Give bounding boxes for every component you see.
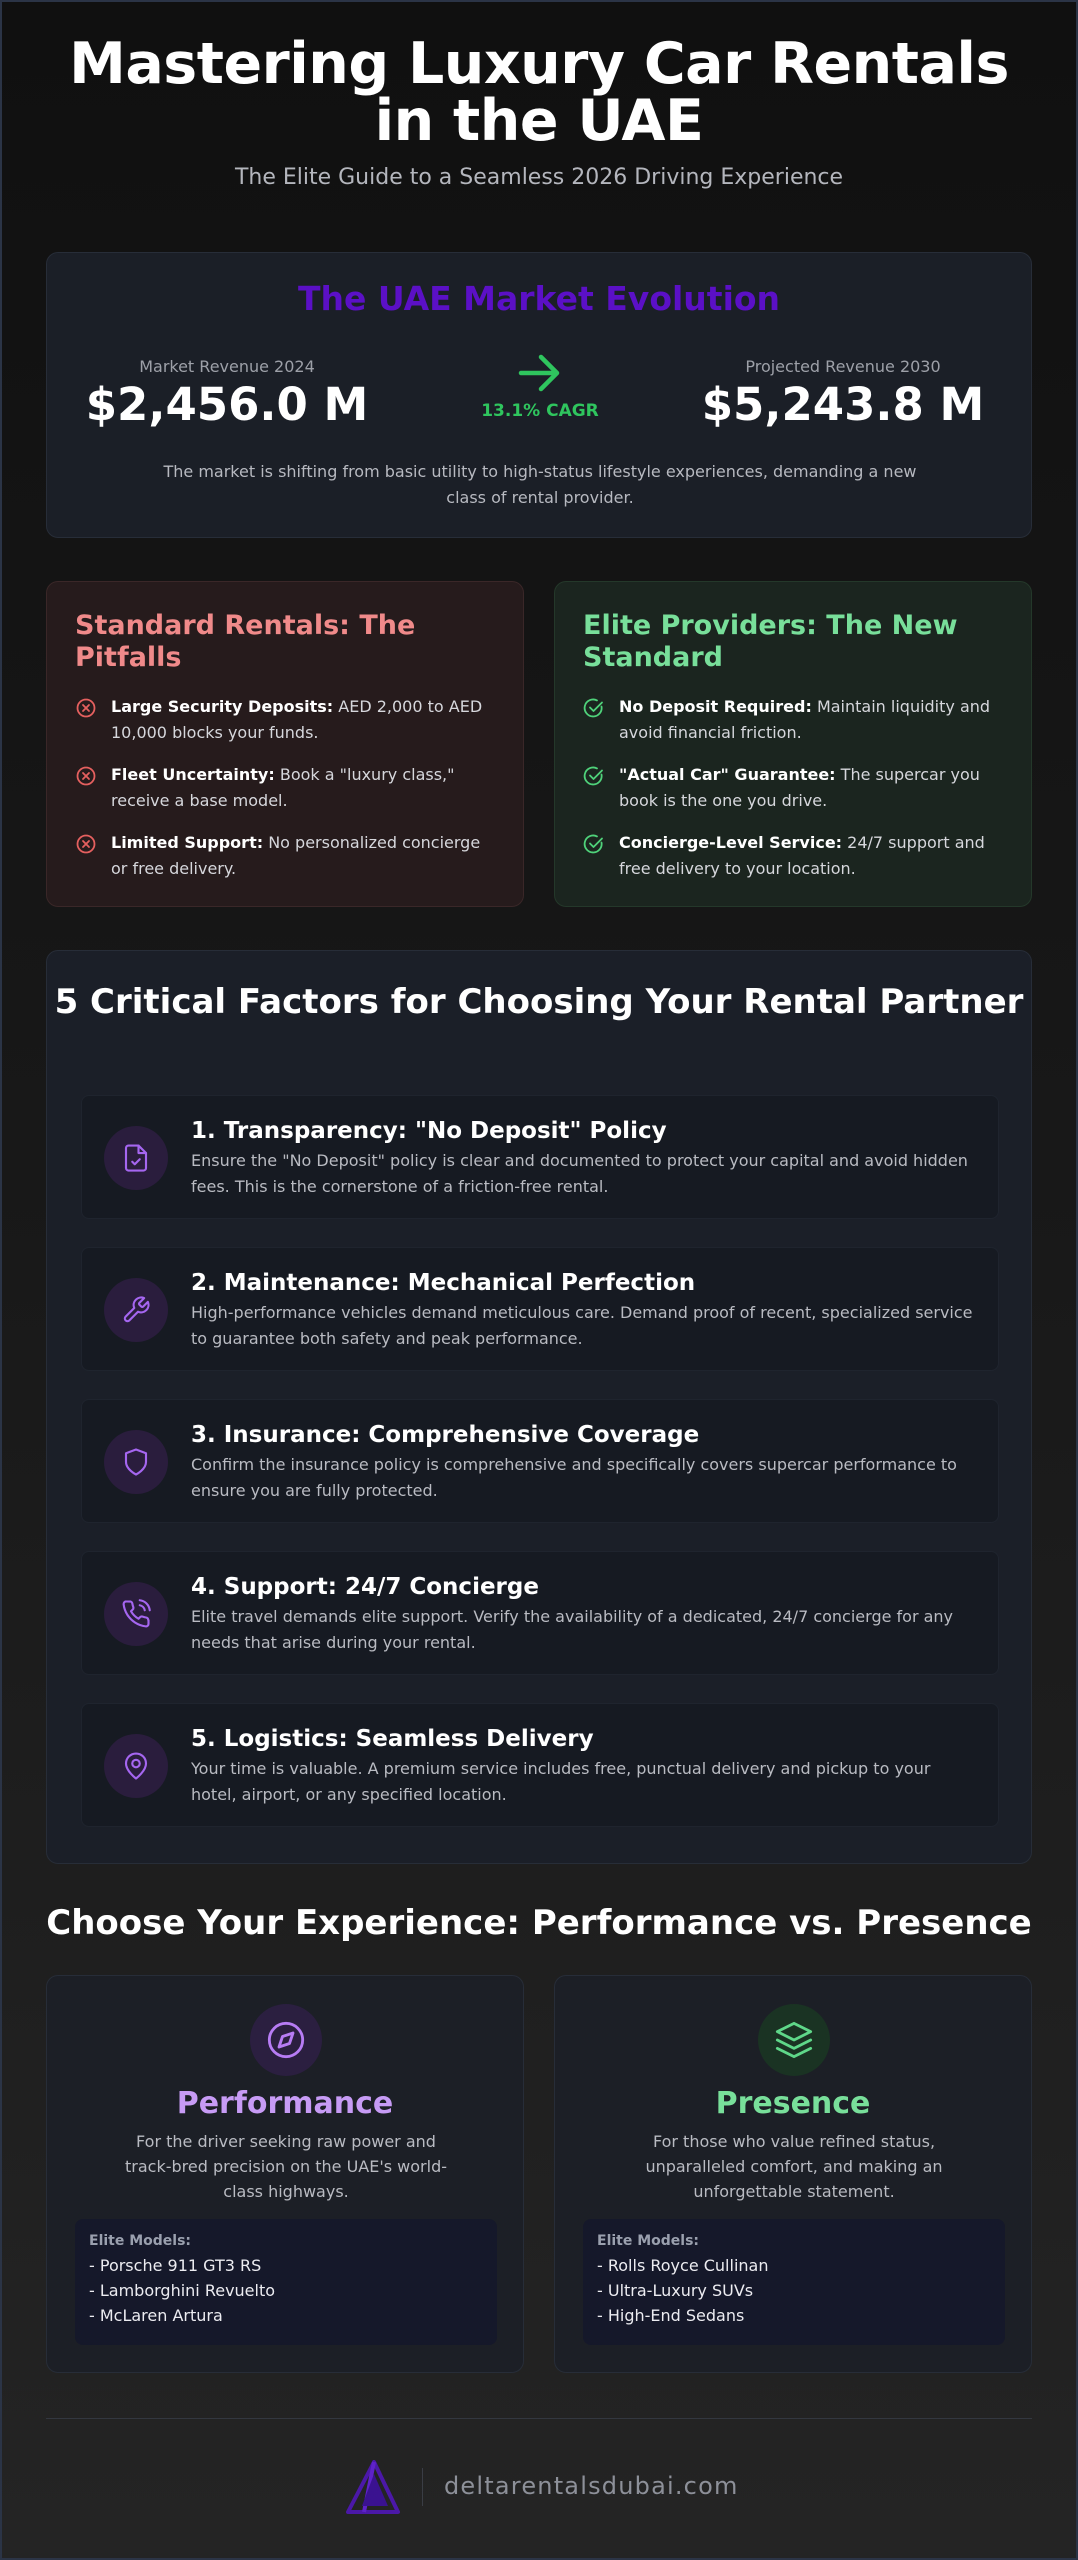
model-item: - Rolls Royce Cullinan bbox=[597, 2256, 769, 2275]
growth-indicator bbox=[460, 353, 620, 421]
revenue-2030-label: Projected Revenue 2030 bbox=[745, 357, 941, 376]
footer-divider bbox=[46, 2418, 1032, 2419]
choose-experience-title: Choose Your Experience: Performance vs. Presence bbox=[46, 1903, 1032, 1943]
page-subtitle: The Elite Guide to a Seamless 2026 Driving Experience bbox=[234, 165, 844, 190]
model-item: - High-End Sedans bbox=[597, 2306, 745, 2325]
wrench-icon bbox=[121, 1295, 151, 1325]
benefits-list bbox=[583, 694, 1003, 882]
factor-item-transparency bbox=[81, 1095, 999, 1219]
benefit-label: No Deposit Required: bbox=[619, 697, 812, 716]
x-circle-icon bbox=[75, 833, 97, 855]
factor-title: 5. Logistics: Seamless Delivery bbox=[191, 1726, 594, 1752]
revenue-2024-value: $2,456.0 M bbox=[85, 378, 369, 431]
page-header bbox=[0, 31, 1078, 190]
factor-title: 4. Support: 24/7 Concierge bbox=[191, 1574, 539, 1600]
cagr-label: 13.1% CAGR bbox=[481, 401, 599, 421]
standard-rentals-card bbox=[46, 581, 524, 907]
factor-item-maintenance bbox=[81, 1247, 999, 1371]
model-item: - Porsche 911 GT3 RS bbox=[89, 2256, 262, 2275]
map-pin-icon bbox=[121, 1751, 151, 1781]
presence-card bbox=[554, 1975, 1032, 2373]
elite-providers-card bbox=[554, 581, 1032, 907]
website-link[interactable]: deltarentalsdubai.com bbox=[444, 2472, 739, 2500]
model-item: - Ultra-Luxury SUVs bbox=[597, 2281, 754, 2300]
revenue-2030-value: $5,243.8 M bbox=[701, 378, 985, 431]
factor-item-support bbox=[81, 1551, 999, 1675]
benefit-text: The supercar you book is the one you drive. bbox=[619, 765, 980, 810]
factor-title: 1. Transparency: "No Deposit" Policy bbox=[191, 1118, 667, 1144]
performance-title: Performance bbox=[176, 2086, 394, 2121]
shield-icon bbox=[121, 1447, 151, 1477]
factor-item-logistics bbox=[81, 1703, 999, 1827]
layers-icon bbox=[774, 2020, 814, 2060]
factor-description: Elite travel demands elite support. Verify the availability of a dedicated, 24/7 concierge for any needs that arise during your rental. bbox=[191, 1607, 954, 1652]
revenue-2024-stat bbox=[77, 357, 377, 431]
factor-title: 2. Maintenance: Mechanical Perfection bbox=[191, 1270, 696, 1296]
presence-models bbox=[583, 2219, 1005, 2345]
pitfall-label: Fleet Uncertainty: bbox=[111, 765, 275, 784]
performance-card bbox=[46, 1975, 524, 2373]
factor-item-insurance bbox=[81, 1399, 999, 1523]
revenue-2030-stat bbox=[683, 357, 1003, 431]
pitfalls-list bbox=[75, 694, 495, 882]
pitfall-label: Limited Support: bbox=[111, 833, 264, 852]
market-evolution-card bbox=[46, 252, 1032, 538]
x-circle-icon bbox=[75, 697, 97, 719]
factor-description: Ensure the "No Deposit" policy is clear and documented to protect your capital and avoid hidden fees. This is the cornerstone of a friction-free rental. bbox=[191, 1151, 968, 1196]
delta-logo-icon bbox=[344, 2460, 402, 2516]
models-label: Elite Models: bbox=[89, 2233, 192, 2249]
presence-description: For those who value refined status, unparalleled comfort, and making an unforgettable statement. bbox=[645, 2132, 943, 2201]
presence-title: Presence bbox=[715, 2086, 871, 2121]
list-item bbox=[583, 694, 1003, 746]
pitfall-text: No personalized concierge or free delivery. bbox=[111, 833, 481, 878]
benefit-text: 24/7 support and free delivery to your location. bbox=[619, 833, 985, 878]
compass-icon bbox=[266, 2020, 306, 2060]
list-item bbox=[75, 694, 495, 746]
model-item: - Lamborghini Revuelto bbox=[89, 2281, 276, 2300]
footer bbox=[0, 2460, 1078, 2516]
pitfall-text: AED 2,000 to AED 10,000 blocks your funds. bbox=[111, 697, 483, 742]
elite-providers-title: Elite Providers: The New Standard bbox=[583, 610, 958, 673]
performance-description: For the driver seeking raw power and track-bred precision on the UAE's world-class highways. bbox=[125, 2132, 447, 2201]
model-item: - McLaren Artura bbox=[89, 2306, 223, 2325]
arrow-right-icon bbox=[517, 353, 563, 393]
page-title: Mastering Luxury Car Rentals in the UAE bbox=[69, 31, 1009, 154]
pitfall-text: Book a "luxury class," receive a base model. bbox=[111, 765, 455, 810]
benefit-label: "Actual Car" Guarantee: bbox=[619, 765, 836, 784]
revenue-2024-label: Market Revenue 2024 bbox=[139, 357, 315, 376]
list-item bbox=[583, 830, 1003, 882]
market-description: The market is shifting from basic utility to high-status lifestyle experiences, demanding a new class of rental provider. bbox=[163, 462, 917, 507]
pitfall-label: Large Security Deposits: bbox=[111, 697, 334, 716]
factor-description: High-performance vehicles demand meticulous care. Demand proof of recent, specialized service to guarantee both safety and peak performance. bbox=[191, 1303, 973, 1348]
list-item bbox=[583, 762, 1003, 814]
document-check-icon bbox=[121, 1143, 151, 1173]
list-item bbox=[75, 762, 495, 814]
factor-description: Your time is valuable. A premium service includes free, punctual delivery and pickup to your hotel, airport, or any specified location. bbox=[191, 1759, 931, 1804]
list-item bbox=[75, 830, 495, 882]
market-title: The UAE Market Evolution bbox=[297, 279, 781, 318]
factor-description: Confirm the insurance policy is comprehensive and specifically covers supercar performance to ensure you are fully protected. bbox=[191, 1455, 957, 1500]
benefit-text: Maintain liquidity and avoid financial friction. bbox=[619, 697, 991, 742]
factors-title: 5 Critical Factors for Choosing Your Rental Partner bbox=[54, 982, 1024, 1022]
check-circle-icon bbox=[583, 697, 605, 719]
footer-separator bbox=[422, 2468, 423, 2506]
factor-title: 3. Insurance: Comprehensive Coverage bbox=[191, 1422, 700, 1448]
critical-factors-card bbox=[46, 950, 1032, 1864]
check-circle-icon bbox=[583, 833, 605, 855]
phone-call-icon bbox=[121, 1599, 151, 1629]
check-circle-icon bbox=[583, 765, 605, 787]
x-circle-icon bbox=[75, 765, 97, 787]
standard-rentals-title: Standard Rentals: The Pitfalls bbox=[75, 610, 416, 673]
models-label: Elite Models: bbox=[597, 2233, 700, 2249]
benefit-label: Concierge-Level Service: bbox=[619, 833, 843, 852]
performance-models bbox=[75, 2219, 497, 2345]
